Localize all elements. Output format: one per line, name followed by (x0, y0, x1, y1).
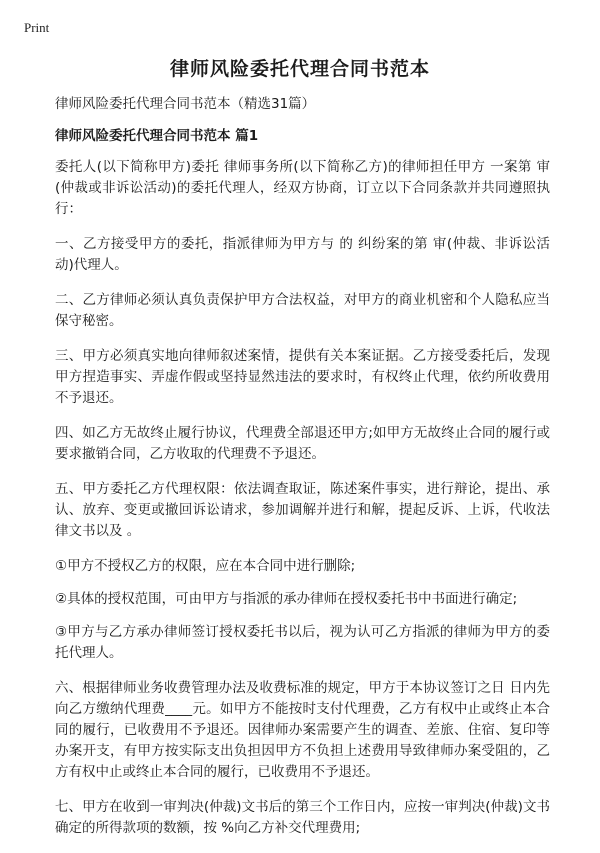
page-title: 律师风险委托代理合同书范本 (169, 58, 430, 80)
paragraph-note-2: ②具体的授权范围，可由甲方与指派的承办律师在授权委托书中书面进行确定; (55, 591, 518, 607)
section-heading: 律师风险委托代理合同书范本 篇1 (55, 128, 259, 144)
document-body (55, 95, 550, 853)
paragraph-clause-5: 五、甲方委托乙方代理权限：依法调查取证，陈述案件事实，进行辩论，提出、承认、放弃、变更或撤回诉讼请求，参加调解并进行和解，提起反诉、上诉，代收法律文书以及 。 (55, 481, 550, 539)
paragraph-clause-1: 一、乙方接受甲方的委托，指派律师为甲方与 的 纠纷案的第 审(仲裁、非诉讼活动)代理人。 (55, 236, 550, 273)
document-subtitle: 律师风险委托代理合同书范本（精选31篇） (55, 96, 316, 112)
paragraph-note-1: ①甲方不授权乙方的权限，应在本合同中进行删除; (55, 558, 356, 574)
print-link[interactable]: Print (24, 20, 50, 35)
paragraph-clause-4: 四、如乙方无故终止履行协议，代理费全部退还甲方;如甲方无故终止合同的履行或要求撤销合同，乙方收取的代理费不予退还。 (55, 425, 550, 462)
paragraph-intro: 委托人(以下简称甲方)委托 律师事务所(以下简称乙方)的律师担任甲方 一案第 审(仲裁或非诉讼活动)的委托代理人，经双方协商，订立以下合同条款并共同遵照执行： (55, 159, 550, 217)
paragraph-note-3: ③甲方与乙方承办律师签订授权委托书以后，视为认可乙方指派的律师为甲方的委托代理人。 (55, 624, 550, 661)
paragraph-clause-7: 七、甲方在收到一审判决(仲裁)文书后的第三个工作日内，应按一审判决(仲裁)文书确定的所得款项的数额，按 %向乙方补交代理费用; (55, 799, 550, 836)
paragraph-clause-3: 三、甲方必须真实地向律师叙述案情，提供有关本案证据。乙方接受委托后，发现甲方捏造事实、弄虚作假或坚持显然违法的要求时，有权终止代理，依约所收费用不予退还。 (55, 348, 550, 406)
paragraph-clause-2: 二、乙方律师必须认真负责保护甲方合法权益，对甲方的商业机密和个人隐私应当保守秘密。 (55, 292, 550, 329)
paragraph-clause-6: 六、根据律师业务收费管理办法及收费标准的规定，甲方于本协议签订之日 日内先向乙方缴纳代理费____元。如甲方不能按时支付代理费，乙方有权中止或终止本合同的履行，已收费用不予退还。因律师办案需要产生的调查、差旅、住宿、复印等办案开支，有甲方按实际支出负担因甲方不负担上述费用导致律师办案受阻的，乙方有权中止或终止本合同的履行，已收费用不予退还。 (55, 680, 550, 780)
